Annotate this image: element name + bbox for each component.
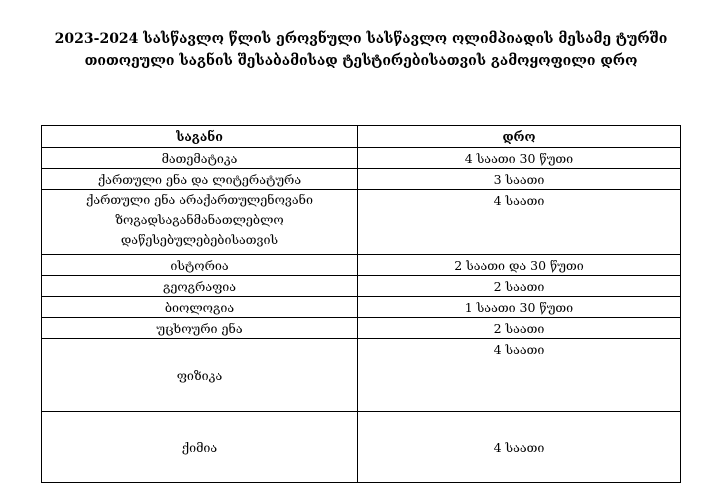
time-cell: 4 საათი bbox=[358, 190, 681, 255]
subject-line: ზოგადსაგანმანათლებლო bbox=[115, 212, 284, 227]
header-subject: საგანი bbox=[42, 126, 358, 148]
subject-cell: მათემატიკა bbox=[42, 148, 358, 169]
time-cell: 4 საათი 30 წუთი bbox=[358, 148, 681, 169]
time-cell: 4 საათი bbox=[358, 339, 681, 412]
table-row bbox=[42, 297, 681, 318]
subject-cell: ქიმია bbox=[42, 412, 358, 483]
document-title-line-1: 2023-2024 სასწავლო წლის ეროვნული სასწავლო ოლიმპიადის მესამე ტურში bbox=[54, 31, 668, 47]
table-row bbox=[42, 339, 681, 412]
table-row bbox=[42, 190, 681, 255]
time-cell: 2 საათი და 30 წუთი bbox=[358, 255, 681, 276]
time-cell: 1 საათი 30 წუთი bbox=[358, 297, 681, 318]
header-time: დრო bbox=[358, 126, 681, 148]
exam-duration-table bbox=[41, 125, 681, 483]
subject-cell: გეოგრაფია bbox=[42, 276, 358, 297]
subject-cell: ბიოლოგია bbox=[42, 297, 358, 318]
subject-cell: ფიზიკა bbox=[42, 339, 358, 412]
subject-line: ქართული ენა არაქართულენოვანი bbox=[86, 192, 313, 207]
subject-cell: უცხოური ენა bbox=[42, 318, 358, 339]
table-row bbox=[42, 318, 681, 339]
document-title-line-2: თითოეული საგნის შესაბამისად ტესტირებისათვის გამოყოფილი დრო bbox=[84, 53, 638, 69]
table-row bbox=[42, 255, 681, 276]
table-header-row bbox=[42, 126, 681, 148]
table-row bbox=[42, 169, 681, 190]
subject-cell: ქართული ენა და ლიტერატურა bbox=[42, 169, 358, 190]
time-cell: 2 საათი bbox=[358, 318, 681, 339]
time-cell: 2 საათი bbox=[358, 276, 681, 297]
table-row bbox=[42, 148, 681, 169]
time-cell: 4 საათი bbox=[358, 412, 681, 483]
subject-line: დაწესებულებებისათვის bbox=[120, 232, 279, 247]
table-row bbox=[42, 412, 681, 483]
table-row bbox=[42, 276, 681, 297]
subject-cell: ისტორია bbox=[42, 255, 358, 276]
time-cell: 3 საათი bbox=[358, 169, 681, 190]
subject-cell bbox=[42, 190, 358, 255]
